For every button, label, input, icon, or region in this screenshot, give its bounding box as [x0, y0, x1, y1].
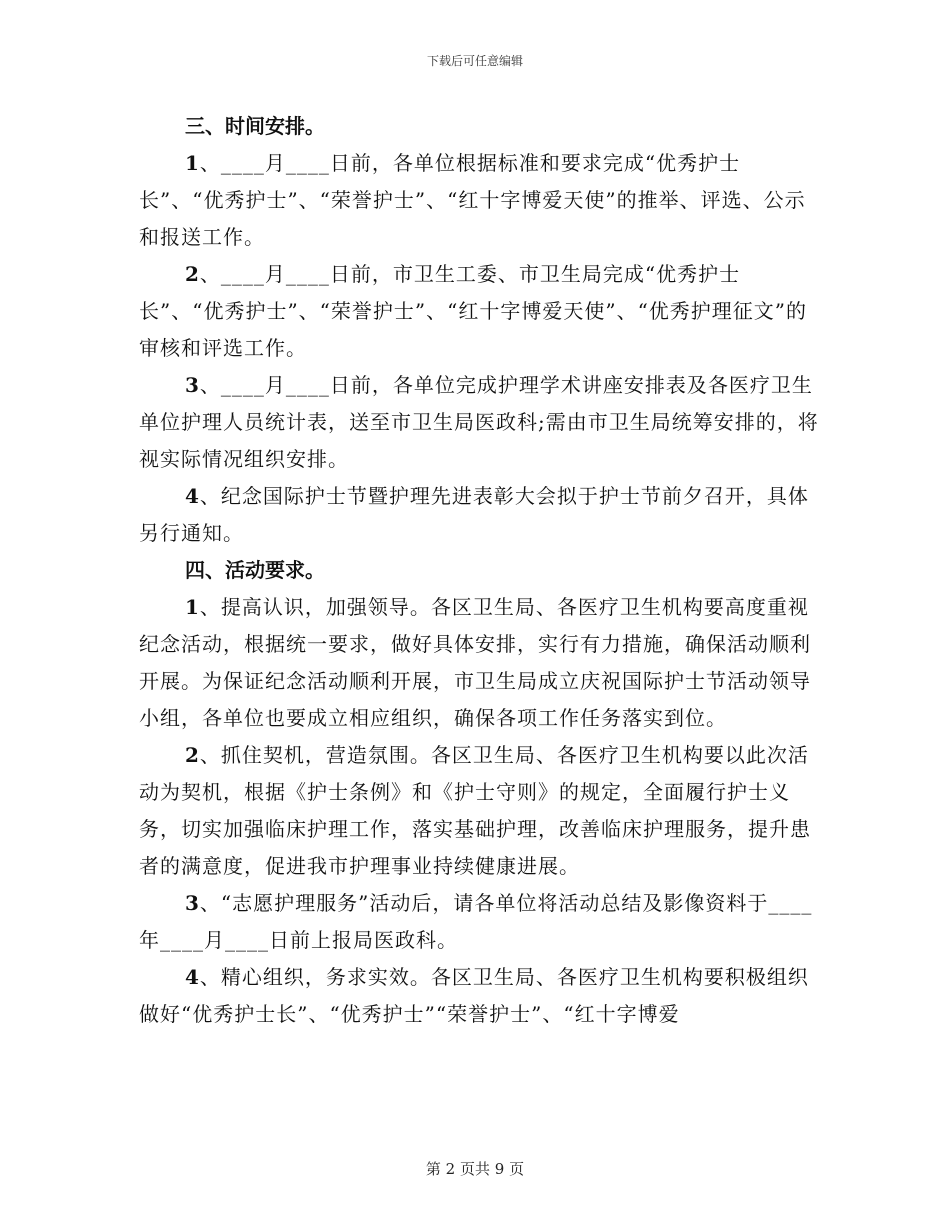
item-text: 、纪念国际护士节暨护理先进表彰大会拟于护士节前夕召开，具体另行通知。: [139, 484, 809, 545]
requirement-item-1: [139, 589, 819, 737]
item-number: 2: [185, 262, 200, 286]
item-text: 、____月____日前，市卫生工委、市卫生局完成“优秀护士长”、“优秀护士”、“荣誉护士”、“红十字博爱天使”、“优秀护理征文”的审核和评选工作。: [139, 262, 808, 360]
page-number: 第 2 页共 9 页: [425, 1160, 525, 1178]
item-number: 3: [185, 891, 200, 915]
requirement-item-4: [139, 959, 819, 1033]
section-heading-schedule: 三、时间安排。: [185, 114, 325, 138]
schedule-item-2: [139, 256, 819, 367]
item-text: 、提高认识，加强领导。各区卫生局、各医疗卫生机构要高度重视纪念活动，根据统一要求，做好具体安排，实行有力措施，确保活动顺利开展。为保证纪念活动顺利开展，市卫生局成立庆祝国际护士节活动领导小组，各单位也要成立相应组织，确保各项工作任务落实到位。: [139, 595, 811, 730]
schedule-item-3: [139, 367, 819, 478]
item-text: 、____月____日前，各单位根据标准和要求完成“优秀护士长”、“优秀护士”、“荣誉护士”、“红十字博爱天使”的推举、评选、公示和报送工作。: [139, 151, 806, 249]
requirement-item-3: [139, 885, 819, 959]
section-heading-requirements: 四、活动要求。: [185, 558, 325, 582]
item-text: 、精心组织，务求实效。各区卫生局、各医疗卫生机构要积极组织做好“优秀护士长”、“优秀护士”“荣誉护士”、“红十字博爱: [139, 965, 809, 1026]
schedule-item-4: [139, 478, 819, 552]
item-text: 、抓住契机，营造氛围。各区卫生局、各医疗卫生机构要以此次活动为契机，根据《护士条例》和《护士守则》的规定，全面履行护士义务，切实加强临床护理工作，落实基础护理，改善临床护理服务，提升患者的满意度，促进我市护理事业持续健康进展。: [139, 743, 811, 878]
item-text: 、____月____日前，各单位完成护理学术讲座安排表及各医疗卫生单位护理人员统计表，送至市卫生局医政科;需由市卫生局统筹安排的，将视实际情况组织安排。: [139, 373, 819, 471]
item-number: 4: [185, 484, 200, 508]
item-number: 4: [185, 965, 200, 989]
item-number: 3: [185, 373, 200, 397]
schedule-item-1: [139, 145, 819, 256]
page-header: 下载后可任意编辑: [426, 54, 523, 68]
item-number: 2: [185, 743, 200, 767]
item-number: 1: [185, 151, 200, 175]
document-body: [139, 108, 819, 1033]
requirement-item-2: [139, 737, 819, 885]
item-text: 、“志愿护理服务”活动后，请各单位将活动总结及影像资料于____年____月____日前上报局医政科。: [139, 891, 813, 952]
item-number: 1: [185, 595, 200, 619]
